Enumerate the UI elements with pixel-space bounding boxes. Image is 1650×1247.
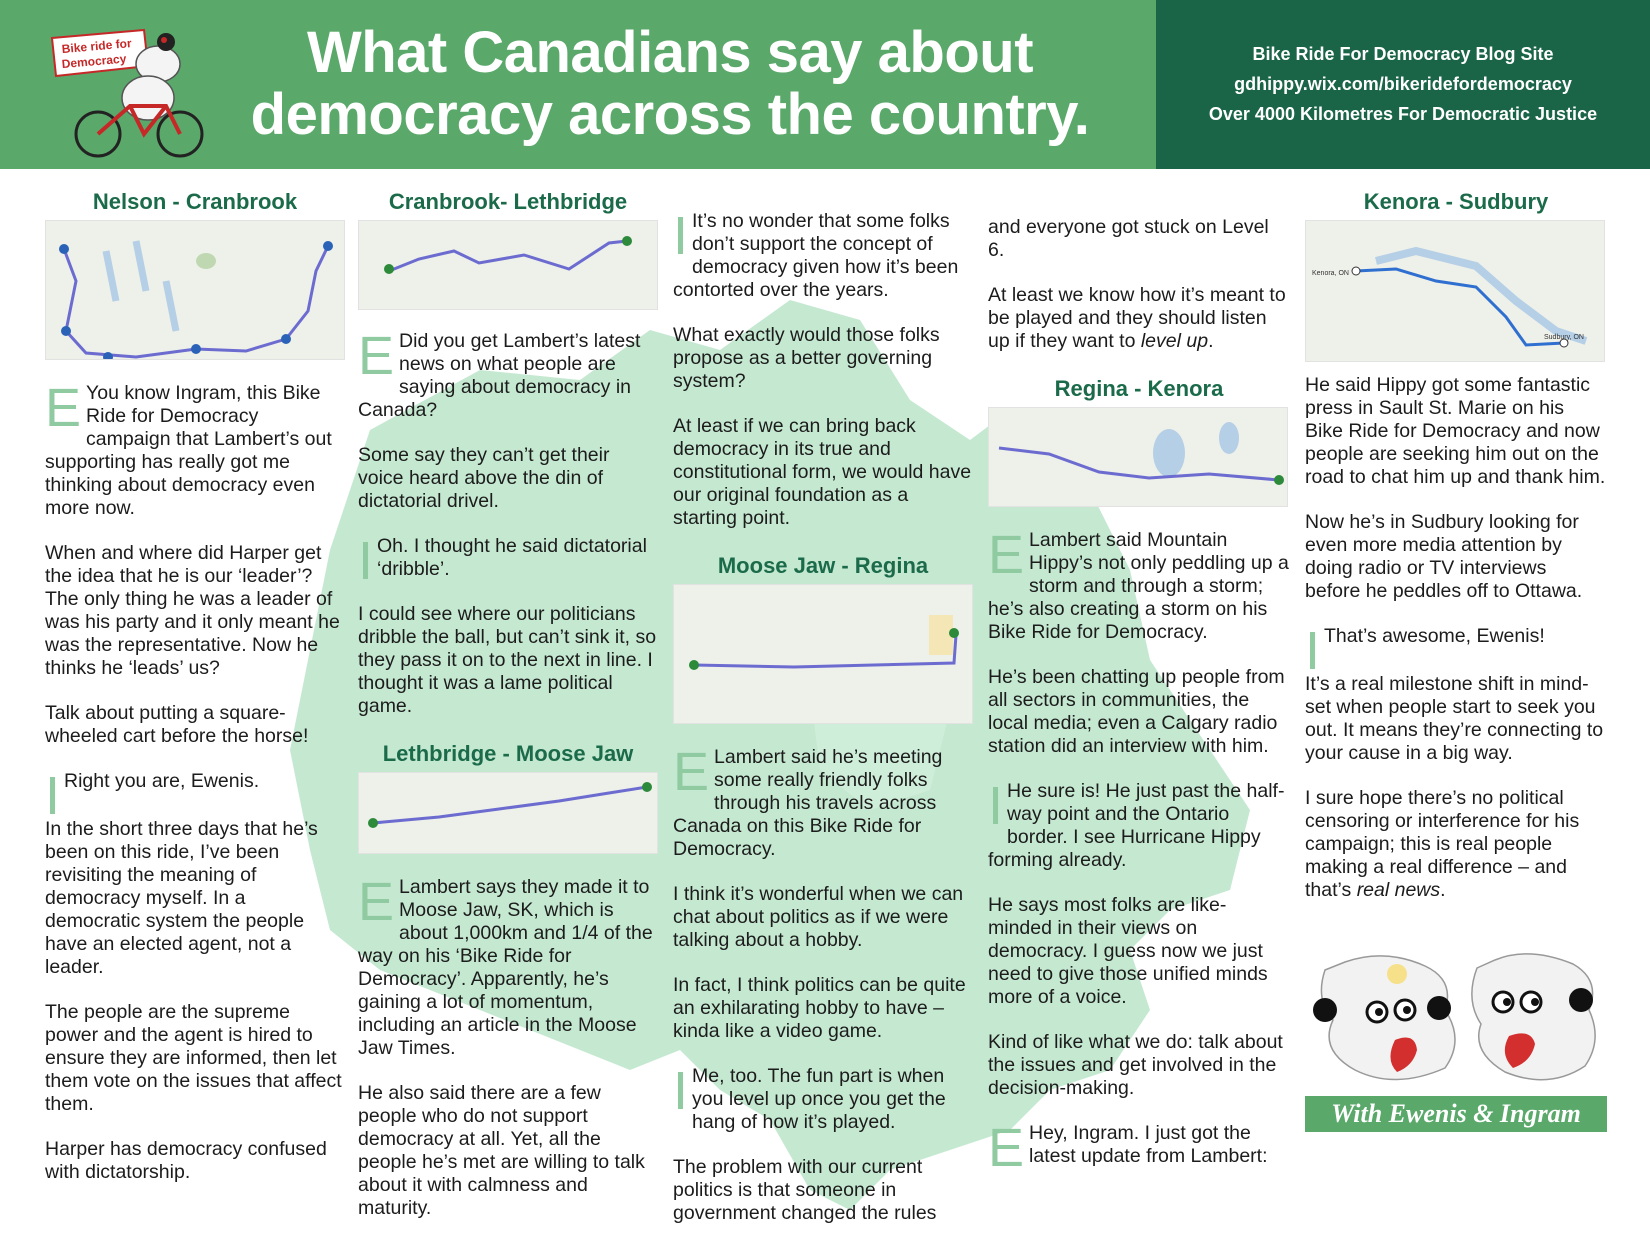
emphasis-text: real news	[1356, 879, 1441, 901]
drop-cap: E	[45, 378, 82, 438]
paragraph: Harper has democracy confused with dictatorship.	[45, 1138, 327, 1183]
signature-banner: With Ewenis & Ingram	[1305, 1096, 1607, 1132]
paragraph	[45, 378, 345, 520]
drop-cap: I	[673, 206, 689, 266]
paragraph	[1305, 787, 1607, 902]
dialogue-text: Lambert says they made it to Moose Jaw, SK, which is about 1,000km and 1/4 of the way on his ‘Bike Ride for Democracy’. Apparently, he’s gaining a lot of momentum, including an article in the Moose Jaw Times.	[358, 876, 653, 1059]
drop-cap: E	[673, 742, 710, 802]
paragraph: At least if we can bring back democracy in its true and constitutional form, we would have our original foundation as a starting point.	[673, 415, 972, 529]
page-title	[240, 22, 1100, 146]
drop-cap: I	[45, 766, 61, 826]
dialogue-text: Hey, Ingram. I just got the latest update from Lambert:	[1029, 1122, 1268, 1167]
paragraph: In the short three days that he’s been on this ride, I’ve been revisiting the meaning of democracy myself. In a democratic system the people have an elected agent, not a leader.	[45, 818, 318, 978]
title-line-1: What Canadians say about	[306, 20, 1034, 85]
paragraph	[358, 531, 658, 591]
drop-cap: I	[673, 1061, 689, 1121]
paragraph	[988, 1118, 1290, 1178]
route-heading-nelson-cranbrook: Nelson - Cranbrook	[92, 189, 298, 214]
dialogue-text: Me, too. The fun part is when you level up once you get the hang of how it’s played.	[692, 1065, 946, 1133]
paragraph	[673, 1061, 973, 1134]
map-label: Sudbury, ON	[1544, 334, 1584, 341]
drop-cap: I	[1305, 621, 1321, 681]
paragraph: The people are the supreme power and the agent is hired to ensure they are informed, then let them vote on the issues that affect them.	[45, 1001, 342, 1115]
paragraph: He said Hippy got some fantastic press in Sault St. Marie on his Bike Ride for Democracy and now people are seeking him out on the road to chat him up and thank him.	[1305, 374, 1606, 488]
paragraph: He’s been chatting up people from all sectors in communities, the local media; even a Calgary radio station did an interview with him.	[988, 666, 1285, 757]
blog-url: gdhippy.wix.com/bikeridefordemocracy	[1234, 74, 1572, 94]
paragraph: The problem with our current politics is that someone in government changed the rules	[673, 1156, 937, 1224]
drop-cap: E	[988, 1118, 1025, 1178]
dialogue-text: Lambert said he’s meeting some really friendly folks through his travels across Canada on this Bike Ride for Democracy.	[673, 746, 943, 860]
column-1	[45, 188, 345, 1184]
emphasis-text: level up	[1140, 330, 1209, 352]
drop-cap: I	[358, 531, 374, 591]
paragraph: Talk about putting a square-wheeled cart before the horse!	[45, 702, 309, 747]
dialogue-text: You know Ingram, this Bike Ride for Democracy campaign that Lambert’s out supporting has really got me thinking about democracy even more now.	[45, 382, 332, 519]
paragraph	[988, 284, 1290, 353]
dialogue-text: Right you are, Ewenis.	[64, 770, 260, 792]
column-2	[358, 188, 658, 1220]
drop-cap: I	[988, 776, 1004, 836]
route-heading-cranbrook-lethbridge: Cranbrook- Lethbridge	[388, 189, 628, 214]
dialogue-text: .	[1208, 330, 1214, 352]
paragraph	[673, 742, 973, 861]
dialogue-text: Lambert said Mountain Hippy’s not only peddling up a storm and through a storm; he’s also creating a storm on his Bike Ride for Democracy.	[988, 529, 1289, 643]
route-map-image-icon	[359, 221, 658, 310]
dialogue-text: I sure hope there’s no political censoring or interference for his campaign; this is real people making a real difference – and that’s	[1305, 787, 1580, 901]
paragraph: Now he’s in Sudbury looking for even more media attention by doing radio or TV interviews before he peddles off to Ottawa.	[1305, 511, 1583, 602]
paragraph	[45, 766, 345, 826]
dialogue-text: .	[1440, 879, 1446, 901]
blog-site-name: Bike Ride For Democracy Blog Site	[1252, 44, 1554, 64]
route-heading-moose-jaw-regina: Moose Jaw - Regina	[717, 553, 929, 578]
paragraph	[673, 206, 973, 302]
bike-sheep-logo-icon	[48, 26, 208, 161]
paragraph	[358, 872, 658, 1060]
map-label: Kenora, ON	[1312, 270, 1349, 277]
header-banner	[0, 0, 1650, 169]
paragraph	[988, 525, 1290, 644]
paragraph: When and where did Harper get the idea that he is our ‘leader’? The only thing he was a leader of was his party and it only meant he was the representative. Now he thinks he ‘leads’ us?	[45, 542, 340, 679]
route-map-cranbrook-lethbridge	[358, 220, 658, 310]
paragraph: He says most folks are like-minded in their views on democracy. I guess now we just need to give those unified minds more of a voice.	[988, 894, 1268, 1008]
dialogue-text: He sure is! He just past the half-way point and the Ontario border. I see Hurricane Hippy forming already.	[988, 780, 1285, 871]
route-map-image-icon	[359, 773, 658, 854]
paragraph: What exactly would those folks propose as a better governing system?	[673, 324, 940, 392]
column-4	[988, 200, 1290, 1178]
title-line-2: democracy across the country.	[250, 82, 1090, 147]
route-map-image-icon	[674, 585, 973, 724]
paragraph	[988, 776, 1290, 872]
blog-info-panel	[1156, 0, 1650, 169]
ewenis-and-ingram-sheep-icon	[1305, 940, 1607, 1090]
dialogue-text: At least we know how it’s meant to be played and they should listen up if they want to	[988, 284, 1286, 352]
paragraph: Kind of like what we do: talk about the issues and get involved in the decision-making.	[988, 1031, 1283, 1099]
paragraph: and everyone got stuck on Level 6.	[988, 216, 1269, 261]
paragraph: I could see where our politicians dribble the ball, but can’t sink it, so they pass it on to the next in line. I thought it was a lame political game.	[358, 603, 657, 717]
route-heading-regina-kenora: Regina - Kenora	[1054, 376, 1224, 401]
route-map-image-icon	[989, 408, 1288, 507]
paragraph	[358, 326, 658, 422]
dialogue-text: That’s awesome, Ewenis!	[1324, 625, 1545, 647]
dialogue-text: It’s no wonder that some folks don’t support the concept of democracy given how it’s been contorted over the years.	[673, 210, 959, 301]
route-map-image-icon	[1306, 221, 1605, 362]
dialogue-text: Oh. I thought he said dictatorial ‘dribble’.	[377, 535, 647, 580]
paragraph: It’s a real milestone shift in mind-set when people start to seek you out. It means they’re connecting to your cause in a big way.	[1305, 673, 1604, 764]
route-map-nelson-cranbrook	[45, 220, 345, 360]
column-5	[1305, 188, 1607, 1132]
route-map-image-icon	[46, 221, 345, 360]
route-heading-lethbridge-moose-jaw: Lethbridge - Moose Jaw	[382, 741, 634, 766]
drop-cap: E	[358, 872, 395, 932]
route-map-regina-kenora	[988, 407, 1288, 507]
column-3	[673, 200, 973, 1225]
route-map-moose-jaw-regina	[673, 584, 973, 724]
paragraph	[1305, 621, 1607, 681]
paragraph: He also said there are a few people who do not support democracy at all. Yet, all the people he’s met are willing to talk about it with calmness and maturity.	[358, 1082, 645, 1219]
blog-tagline: Over 4000 Kilometres For Democratic Justice	[1208, 104, 1598, 124]
route-heading-kenora-sudbury: Kenora - Sudbury	[1363, 189, 1549, 214]
route-map-lethbridge-moose-jaw	[358, 772, 658, 854]
paragraph: I think it’s wonderful when we can chat about politics as if we were talking about a hobby.	[673, 883, 964, 951]
svg-text:Bike ride for: Bike ride for	[61, 36, 133, 57]
drop-cap: E	[358, 326, 395, 386]
drop-cap: E	[988, 525, 1025, 585]
paragraph: In fact, I think politics can be quite an exhilarating hobby to have – kinda like a video game.	[673, 974, 966, 1042]
svg-text:Democracy: Democracy	[61, 51, 127, 72]
route-map-kenora-sudbury	[1305, 220, 1605, 362]
paragraph: Some say they can’t get their voice heard above the din of dictatorial drivel.	[358, 444, 610, 512]
dialogue-text: Did you get Lambert’s latest news on what people are saying about democracy in Canada?	[358, 330, 641, 421]
